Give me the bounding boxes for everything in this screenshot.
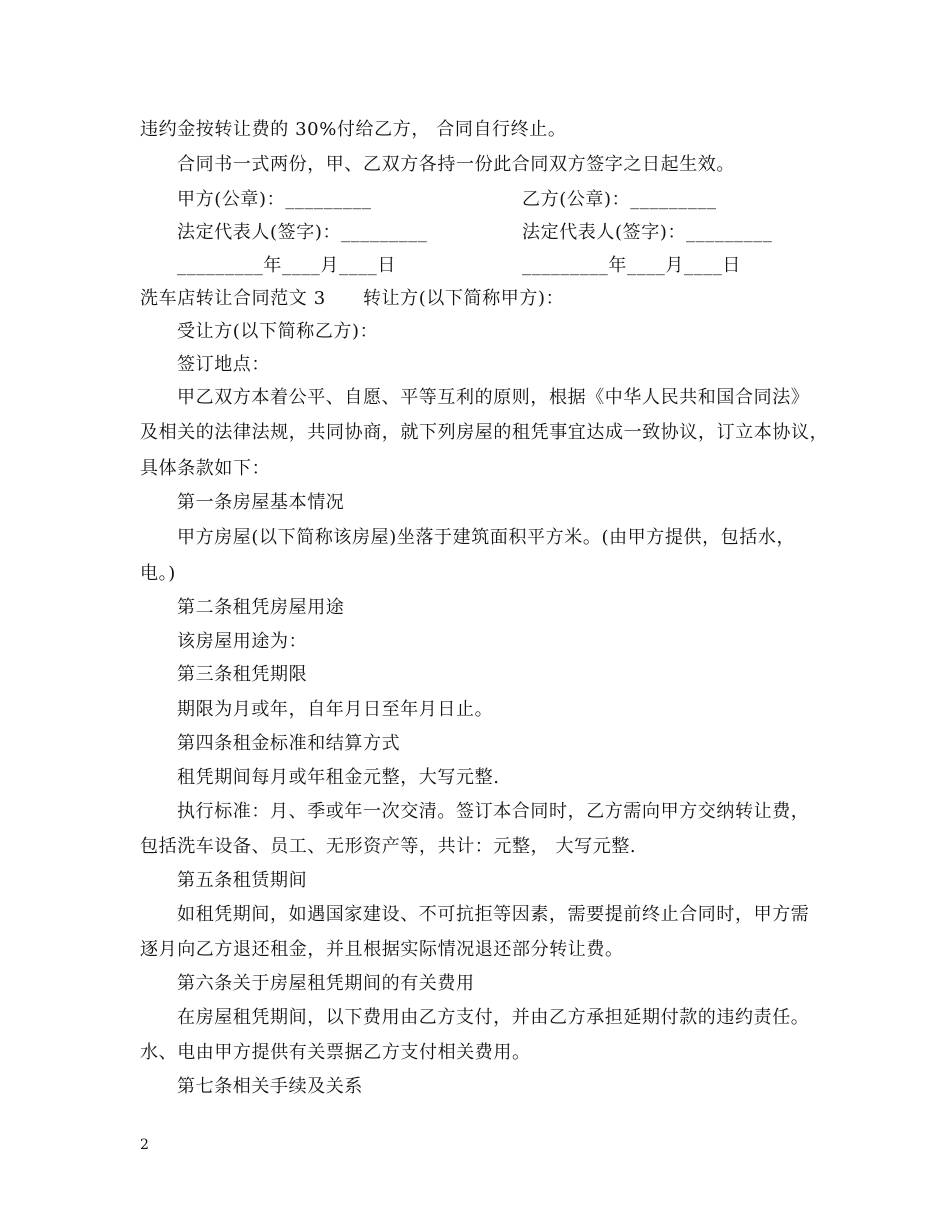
text-line: 合同书一式两份，甲、乙双方各持一份此合同双方签字之日起生效。 xyxy=(177,154,735,175)
signature-party-b-date: _________年____月____日 xyxy=(522,255,741,276)
text-line: 及相关的法律法规，共同协商，就下列房屋的租凭事宜达成一致协议，订立本协议， xyxy=(140,422,829,443)
text-line: 违约金按转让费的 30%付给乙方， 合同自行终止。 xyxy=(140,119,567,140)
text-line: 执行标准：月、季或年一次交清。签订本合同时，乙方需向甲方交纳转让费， xyxy=(177,801,810,822)
signature-party-a-date: _________年____月____日 xyxy=(177,255,396,276)
text-line: 在房屋租凭期间，以下费用由乙方支付，并由乙方承担延期付款的违约责任。 xyxy=(177,1007,810,1028)
section-title: 洗车店转让合同范文 3 转让方(以下简称甲方)： xyxy=(140,288,565,309)
text-line: 签订地点： xyxy=(177,354,270,375)
clause-heading: 第四条租金标准和结算方式 xyxy=(177,733,401,754)
signature-party-a-seal: 甲方(公章)：_________ xyxy=(177,189,372,210)
text-line: 期限为月或年，自年月日至年月日止。 xyxy=(177,699,494,720)
text-line: 该房屋用途为： xyxy=(177,631,308,652)
text-line: 具体条款如下： xyxy=(140,458,271,479)
text-line: 逐月向乙方退还租金，并且根据实际情况退还部分转让费。 xyxy=(140,939,624,960)
clause-heading: 第一条房屋基本情况 xyxy=(177,492,345,513)
signature-party-b-representative: 法定代表人(签字)：_________ xyxy=(522,222,773,243)
text-line: 如租凭期间，如遇国家建设、不可抗拒等因素，需要提前终止合同时，甲方需 xyxy=(177,904,810,925)
text-line: 甲乙双方本着公平、自愿、平等互利的原则，根据《中华人民共和国合同法》 xyxy=(177,387,810,408)
page-number: 2 xyxy=(140,1137,149,1153)
clause-heading: 第七条相关手续及关系 xyxy=(177,1076,363,1097)
clause-heading: 第三条租凭期限 xyxy=(177,664,308,685)
clause-heading: 第六条关于房屋租凭期间的有关费用 xyxy=(177,973,475,994)
text-line: 水、电由甲方提供有关票据乙方支付相关费用。 xyxy=(140,1042,531,1063)
signature-party-b-seal: 乙方(公章)：_________ xyxy=(522,189,717,210)
text-line: 受让方(以下简称乙方)： xyxy=(177,321,379,342)
text-line: 租凭期间每月或年租金元整，大写元整. xyxy=(177,767,500,788)
clause-heading: 第五条租赁期间 xyxy=(177,870,308,891)
clause-heading: 第二条租凭房屋用途 xyxy=(177,597,345,618)
text-line: 电。) xyxy=(140,563,176,584)
text-line: 包括洗车设备、员工、无形资产等，共计：元整， 大写元整. xyxy=(140,836,637,857)
text-line: 甲方房屋(以下简称该房屋)坐落于建筑面积平方米。(由甲方提供，包括水， xyxy=(177,527,796,548)
signature-party-a-representative: 法定代表人(签字)：_________ xyxy=(177,222,428,243)
